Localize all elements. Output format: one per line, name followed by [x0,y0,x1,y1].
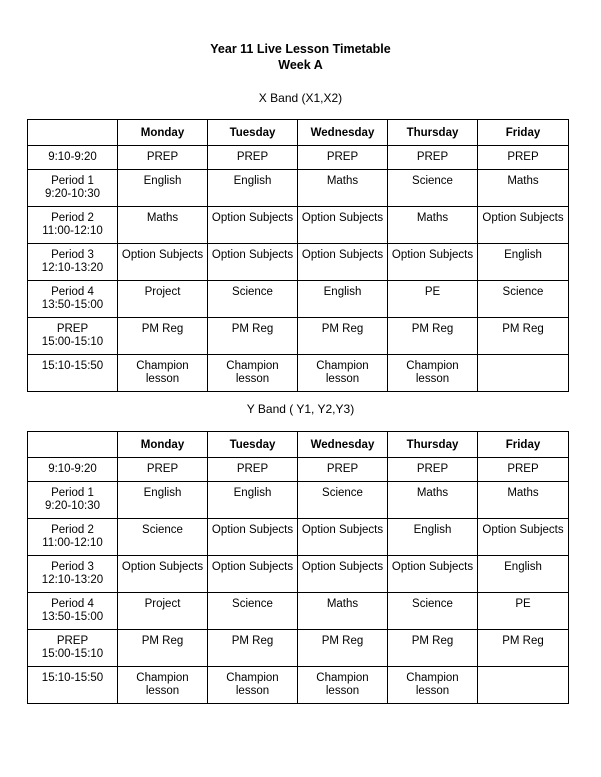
day-header: Friday [478,120,569,146]
lesson-text: Science [142,524,183,536]
lesson-cell [388,556,478,593]
lesson-text: PREP [146,463,179,475]
lesson-text: Option Subjects [391,249,474,261]
lesson-text: Option Subjects [482,212,564,224]
lesson-text: Project [144,598,181,610]
lesson-cell [478,281,569,318]
lesson-text: PREP [416,151,449,163]
lesson-text: Option Subjects [211,561,294,573]
lesson-cell [208,318,298,355]
lesson-cell [118,244,208,281]
time-line: 9:20-10:30 [45,188,100,200]
lesson-text: PM Reg [321,635,364,647]
lesson-text: English [323,286,362,298]
lesson-cell [388,355,478,392]
lesson-text: English [233,175,272,187]
lesson-cell [118,146,208,170]
lesson-text: lesson [325,373,360,385]
time-cell [28,519,118,556]
lesson-cell [208,519,298,556]
lesson-text: lesson [235,685,270,697]
day-header: Tuesday [208,120,298,146]
lesson-cell [118,556,208,593]
lesson-text: PM Reg [502,635,544,647]
table-row [28,593,569,630]
lesson-text: PM Reg [141,323,184,335]
document-subtitle: Week A [278,58,323,72]
lesson-text: Option Subjects [301,212,384,224]
time-cell [28,244,118,281]
header-row [28,432,569,458]
day-header: Monday [118,432,208,458]
lesson-text: Project [144,286,181,298]
time-cell [28,630,118,667]
table-row [28,556,569,593]
document-title: Year 11 Live Lesson Timetable [210,42,391,56]
lesson-cell [388,630,478,667]
table-row [28,281,569,318]
lesson-cell [478,458,569,482]
x-band-body [28,146,569,392]
day-header: Thursday [388,120,478,146]
time-cell [28,482,118,519]
lesson-text: Champion [136,672,189,684]
lesson-text: lesson [145,373,180,385]
lesson-text: English [143,175,182,187]
lesson-text: lesson [235,373,270,385]
lesson-text: Option Subjects [301,561,384,573]
lesson-cell [208,667,298,704]
lesson-cell [298,244,388,281]
time-line: 12:10-13:20 [41,574,104,586]
y-band-timetable [27,431,569,704]
x-band-timetable [27,119,569,392]
lesson-cell [118,170,208,207]
lesson-text: Option Subjects [301,249,384,261]
corner-cell [28,120,118,146]
lesson-cell [208,556,298,593]
time-line: Period 4 [51,286,94,298]
lesson-cell [208,458,298,482]
lesson-cell [298,667,388,704]
lesson-cell [478,593,569,630]
lesson-text: English [504,561,542,573]
table-row [28,667,569,704]
time-cell [28,593,118,630]
time-cell [28,318,118,355]
lesson-cell [118,519,208,556]
time-line: Period 2 [51,212,94,224]
header-row [28,120,569,146]
lesson-text: Science [412,598,453,610]
lesson-cell [298,556,388,593]
time-cell [28,667,118,704]
day-header: Wednesday [298,432,388,458]
lesson-cell [388,281,478,318]
lesson-cell [118,482,208,519]
lesson-text: Science [502,286,544,298]
lesson-cell [298,593,388,630]
lesson-text: Option Subjects [211,524,294,536]
lesson-cell [388,458,478,482]
lesson-text: Maths [146,212,179,224]
time-line: Period 2 [51,524,94,536]
time-line: Period 4 [51,598,94,610]
table-row [28,630,569,667]
table-row [28,170,569,207]
lesson-text: Champion [226,672,279,684]
lesson-text: PM Reg [321,323,364,335]
lesson-text: Option Subjects [391,561,474,573]
lesson-cell [478,667,569,704]
time-line: 15:10-15:50 [41,672,104,684]
lesson-text: Science [232,286,273,298]
lesson-cell [478,170,569,207]
time-cell [28,170,118,207]
lesson-text: PE [515,598,531,610]
lesson-cell [478,244,569,281]
time-line: PREP [56,635,89,647]
lesson-cell [388,207,478,244]
lesson-cell [208,630,298,667]
lesson-text: PM Reg [411,635,454,647]
lesson-text: Champion [136,360,189,372]
lesson-text: Option Subjects [482,524,564,536]
lesson-cell [298,170,388,207]
time-line: Period 1 [51,487,94,499]
time-line: 9:10-9:20 [48,463,97,475]
lesson-cell [118,355,208,392]
time-line: 13:50-15:00 [41,611,104,623]
lesson-cell [208,244,298,281]
lesson-text: PREP [326,463,359,475]
lesson-text: PREP [507,463,539,475]
corner-cell [28,432,118,458]
lesson-cell [208,482,298,519]
lesson-cell [478,519,569,556]
lesson-text: English [233,487,272,499]
day-header: Wednesday [298,120,388,146]
lesson-cell [388,146,478,170]
lesson-cell [478,556,569,593]
time-line: 11:00-12:10 [42,537,103,549]
lesson-text: Maths [416,487,449,499]
lesson-text: Maths [507,175,539,187]
time-line: 15:10-15:50 [41,360,104,372]
lesson-text: lesson [145,685,180,697]
lesson-text: PREP [146,151,179,163]
time-cell [28,281,118,318]
lesson-cell [208,146,298,170]
lesson-cell [478,318,569,355]
lesson-cell [298,355,388,392]
lesson-cell [298,519,388,556]
lesson-text: English [504,249,542,261]
table-row [28,146,569,170]
lesson-cell [478,146,569,170]
time-line: Period 3 [51,561,94,573]
lesson-cell [208,170,298,207]
lesson-text: lesson [415,685,450,697]
lesson-text: Champion [406,360,459,372]
day-header: Tuesday [208,432,298,458]
lesson-text: PREP [416,463,449,475]
lesson-cell [118,458,208,482]
lesson-text: Champion [406,672,459,684]
lesson-cell [388,170,478,207]
lesson-cell [478,355,569,392]
time-cell [28,355,118,392]
lesson-cell [388,519,478,556]
table-row [28,207,569,244]
table-row [28,244,569,281]
y-band-label: Y Band ( Y1, Y2,Y3) [246,402,355,416]
lesson-cell [118,281,208,318]
table-row [28,482,569,519]
time-cell [28,556,118,593]
time-line: 11:00-12:10 [42,225,103,237]
lesson-cell [208,281,298,318]
lesson-cell [478,482,569,519]
lesson-text: Champion [316,672,369,684]
lesson-text: Science [232,598,273,610]
lesson-text: PM Reg [231,323,274,335]
time-line: 9:10-9:20 [48,151,97,163]
lesson-text: lesson [415,373,450,385]
lesson-text: Maths [507,487,539,499]
day-header: Friday [478,432,569,458]
lesson-cell [388,318,478,355]
lesson-text: PREP [326,151,359,163]
y-band-body [28,458,569,704]
lesson-cell [208,593,298,630]
lesson-cell [478,630,569,667]
lesson-text: PM Reg [141,635,184,647]
lesson-cell [118,667,208,704]
lesson-cell [298,630,388,667]
time-line: PREP [56,323,89,335]
lesson-text: PM Reg [411,323,454,335]
time-line: 12:10-13:20 [41,262,104,274]
lesson-text: Maths [326,175,359,187]
lesson-cell [208,207,298,244]
table-row [28,318,569,355]
lesson-text: English [143,487,182,499]
lesson-cell [388,482,478,519]
lesson-cell [298,146,388,170]
lesson-text: PREP [236,463,269,475]
lesson-cell [388,593,478,630]
time-line: 15:00-15:10 [41,336,104,348]
lesson-text: PREP [236,151,269,163]
lesson-cell [298,281,388,318]
lesson-text: Option Subjects [301,524,384,536]
lesson-text: Champion [226,360,279,372]
table-row [28,458,569,482]
lesson-text: Maths [416,212,449,224]
lesson-cell [388,244,478,281]
lesson-text: Champion [316,360,369,372]
lesson-text: PM Reg [231,635,274,647]
lesson-cell [298,207,388,244]
time-line: 9:20-10:30 [45,500,100,512]
lesson-text: English [413,524,452,536]
time-line: Period 3 [51,249,94,261]
lesson-cell [298,318,388,355]
lesson-cell [298,458,388,482]
time-line: Period 1 [51,175,94,187]
lesson-text: Option Subjects [121,561,204,573]
lesson-text: Option Subjects [121,249,204,261]
lesson-cell [478,207,569,244]
time-line: 13:50-15:00 [41,299,104,311]
lesson-text: lesson [325,685,360,697]
time-cell [28,458,118,482]
lesson-cell [118,630,208,667]
lesson-cell [118,318,208,355]
lesson-text: PE [424,286,441,298]
lesson-cell [298,482,388,519]
table-row [28,519,569,556]
table-row [28,355,569,392]
time-cell [28,207,118,244]
lesson-cell [118,593,208,630]
lesson-text: Option Subjects [211,249,294,261]
lesson-cell [118,207,208,244]
day-header: Monday [118,120,208,146]
lesson-text: Science [322,487,363,499]
lesson-text: Maths [326,598,359,610]
lesson-text: PM Reg [502,323,544,335]
lesson-text: Option Subjects [211,212,294,224]
x-band-label: X Band (X1,X2) [258,91,343,105]
day-header: Thursday [388,432,478,458]
time-line: 15:00-15:10 [41,648,104,660]
lesson-cell [388,667,478,704]
lesson-cell [208,355,298,392]
lesson-text: PREP [507,151,539,163]
time-cell [28,146,118,170]
lesson-text: Science [412,175,453,187]
